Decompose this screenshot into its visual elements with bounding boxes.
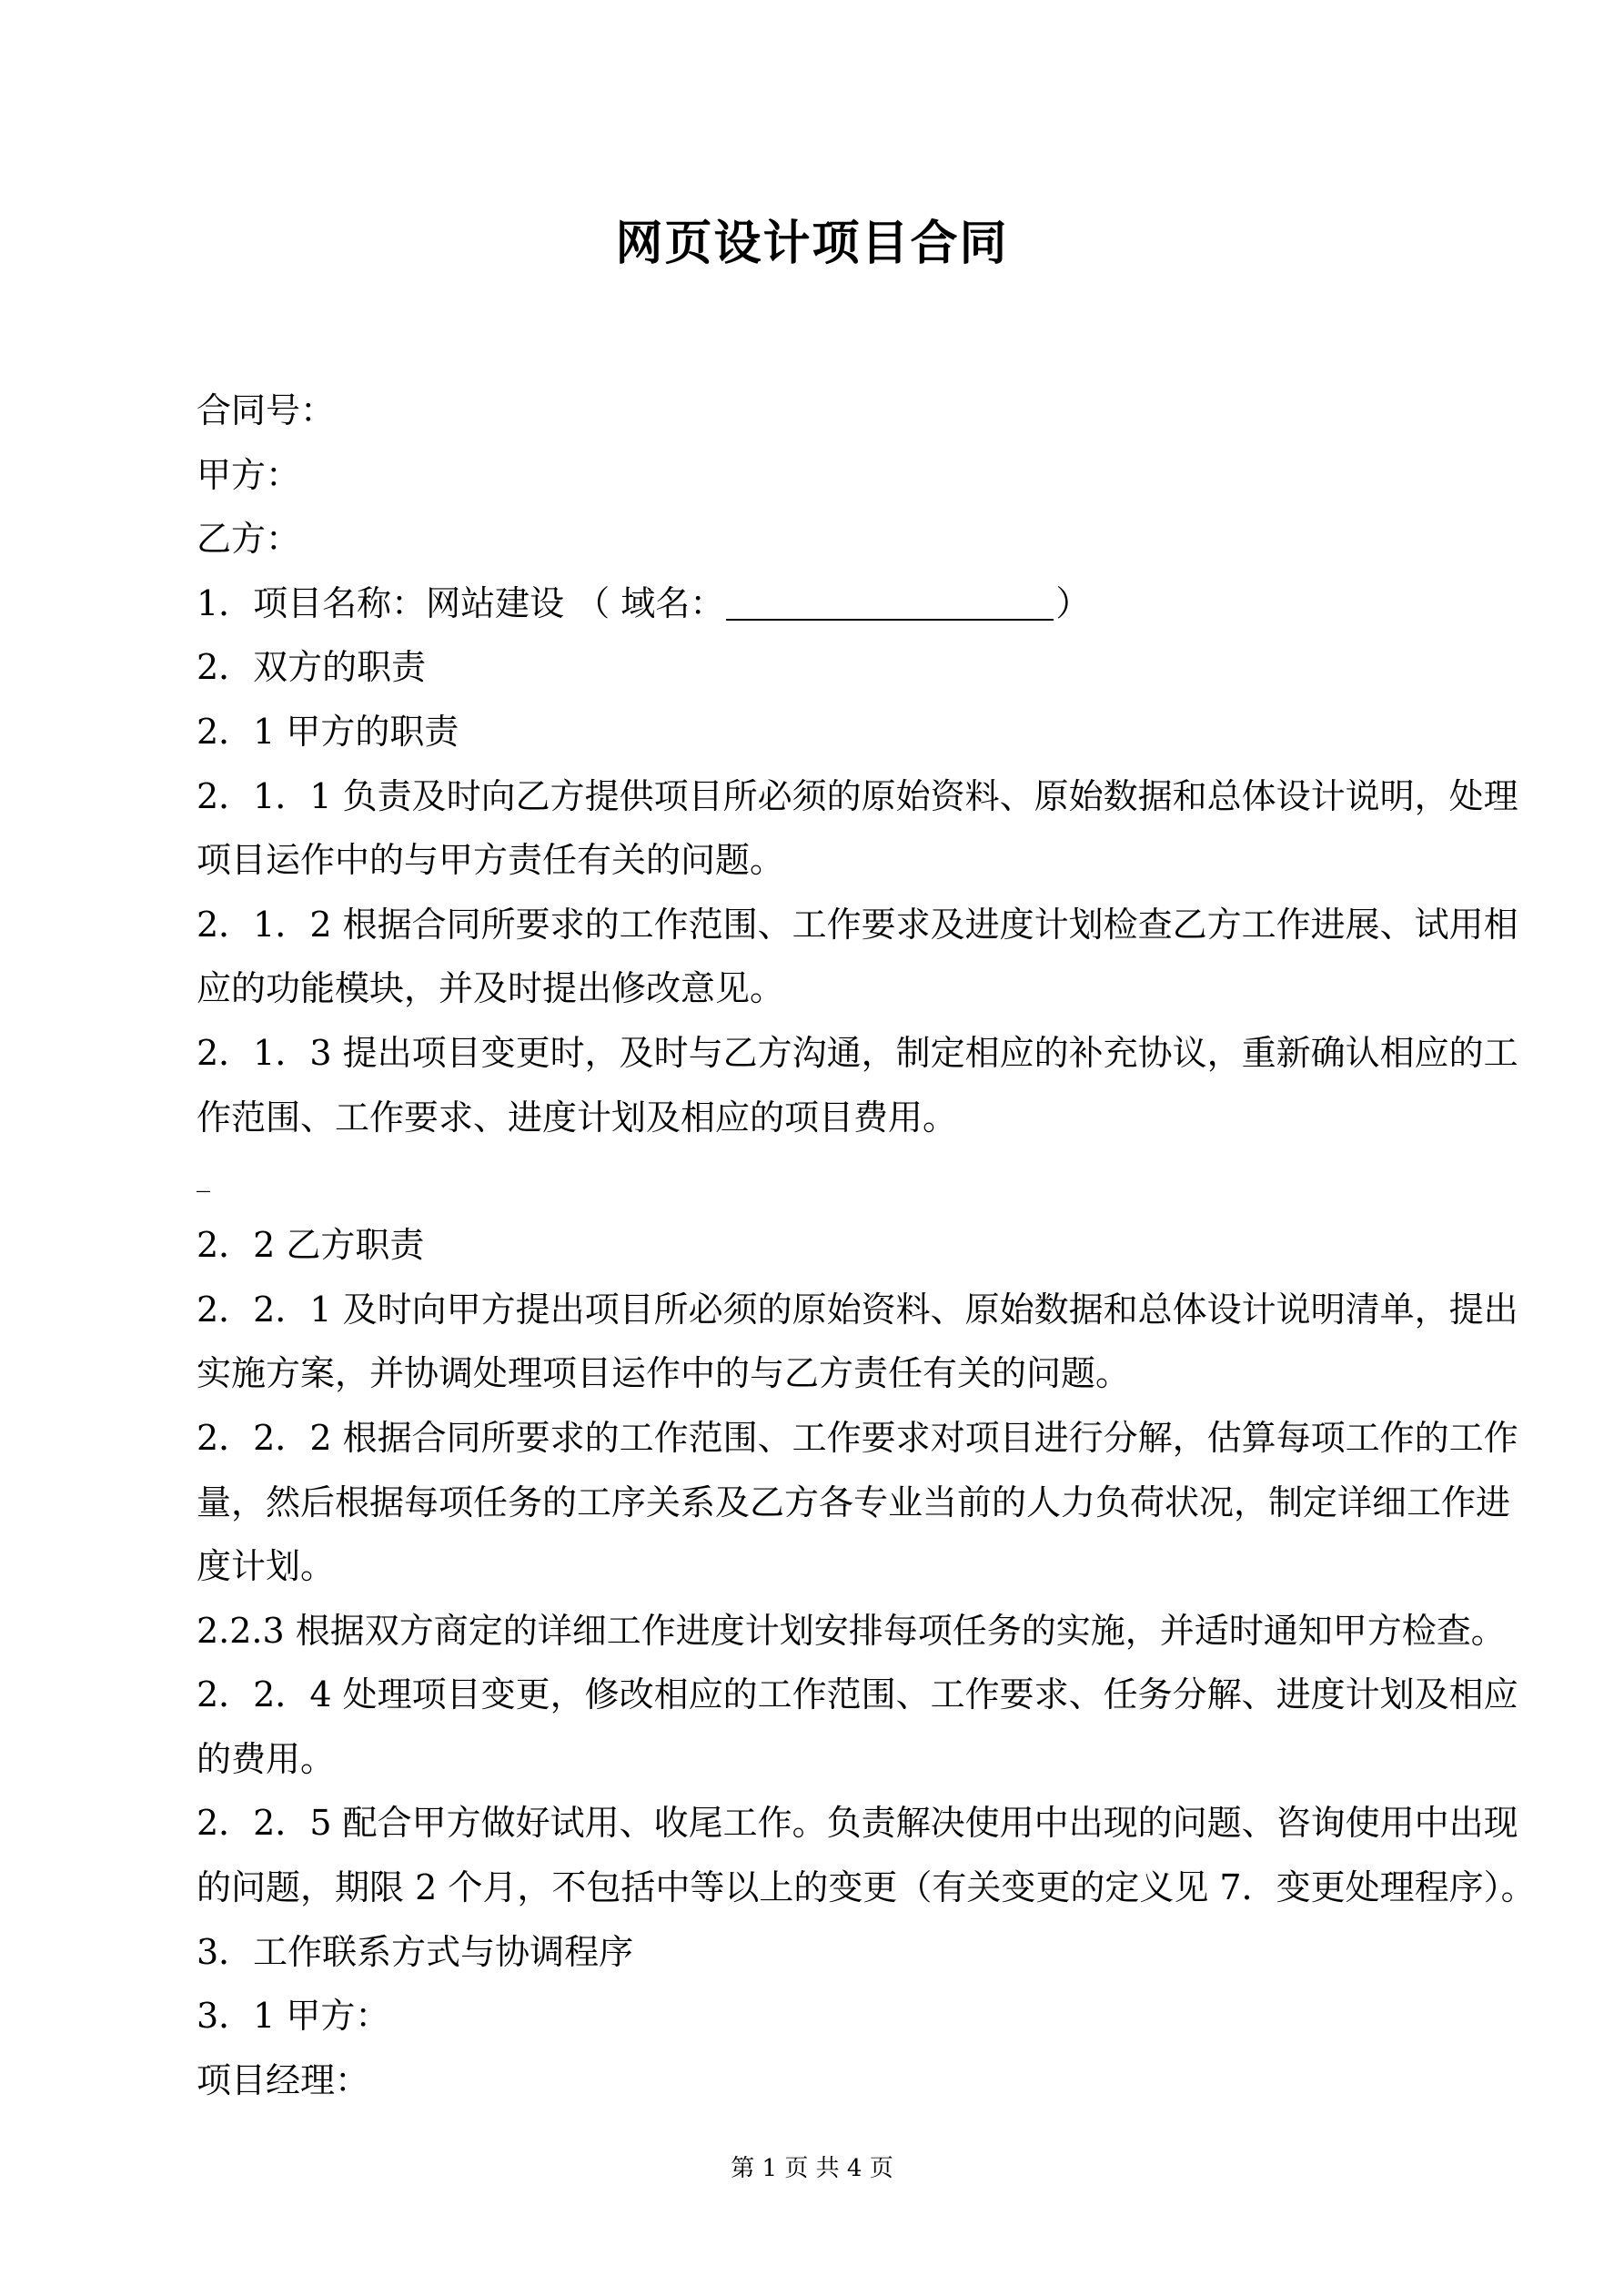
project-manager-line: 项目经理：	[197, 2059, 370, 2100]
clause-line: 实施方案，并协调处理项目运作中的与乙方责任有关的问题。	[197, 1353, 1131, 1394]
clause-line: 2．2．4 处理项目变更，修改相应的工作范围、工作要求、任务分解、进度计划及相应	[197, 1674, 1518, 1715]
clause-line: 2．2．1 及时向甲方提出项目所必须的原始资料、原始数据和总体设计说明清单，提出	[197, 1289, 1518, 1330]
subsection-heading: 3．1 甲方：	[197, 1996, 390, 2037]
clause-line: 作范围、工作要求、进度计划及相应的项目费用。	[197, 1097, 958, 1138]
clause-line: 2．1．1 负责及时向乙方提供项目所必须的原始资料、原始数据和总体设计说明，处理	[197, 775, 1518, 816]
party-a-line: 甲方：	[197, 454, 301, 495]
clause-line: 2．2．2 根据合同所要求的工作范围、工作要求对项目进行分解，估算每项工作的工作	[197, 1417, 1518, 1458]
project-name-line	[197, 571, 1439, 636]
clause-line: 的费用。	[197, 1738, 336, 1779]
stray-underscore: _	[197, 1161, 210, 1194]
party-b-line: 乙方：	[197, 519, 301, 560]
clause-line: 量，然后根据每项任务的工序关系及乙方各专业当前的人力负荷状况，制定详细工作进	[197, 1482, 1511, 1522]
section-heading: 3．工作联系方式与协调程序	[197, 1931, 634, 1972]
clause-line: 2.2.3 根据双方商定的详细工作进度计划安排每项任务的实施，并适时通知甲方检查。	[197, 1610, 1506, 1651]
clause-line: 的问题，期限 2 个月，不包括中等以上的变更（有关变更的定义见 7．变更处理程序）。	[197, 1867, 1536, 1908]
clause-line: 度计划。	[197, 1546, 336, 1587]
clause-line: 项目运作中的与甲方责任有关的问题。	[197, 840, 785, 881]
document-body	[197, 379, 1536, 2112]
domain-close: ）	[1055, 582, 1091, 623]
clause-line: 2．1．3 提出项目变更时，及时与乙方沟通，制定相应的补充协议，重新确认相应的工	[197, 1032, 1518, 1073]
clause-line: 应的功能模块，并及时提出修改意见。	[197, 968, 785, 1009]
clause-line: 2．2．5 配合甲方做好试用、收尾工作。负责解决使用中出现的问题、咨询使用中出现	[197, 1803, 1518, 1844]
section-heading: 2．双方的职责	[197, 647, 427, 688]
clause-line: 2．1．2 根据合同所要求的工作范围、工作要求及进度计划检查乙方工作进展、试用相	[197, 904, 1518, 945]
page-footer: 第 1 页 共 4 页	[731, 2155, 893, 2182]
domain-blank	[726, 592, 1054, 621]
document-title: 网页设计项目合同	[615, 216, 1009, 271]
subsection-heading: 2．1 甲方的职责	[197, 711, 459, 752]
project-name-text: 1．项目名称：网站建设 （ 域名：	[197, 582, 725, 623]
contract-number-line: 合同号：	[197, 390, 336, 430]
subsection-heading: 2．2 乙方职责	[197, 1225, 425, 1266]
